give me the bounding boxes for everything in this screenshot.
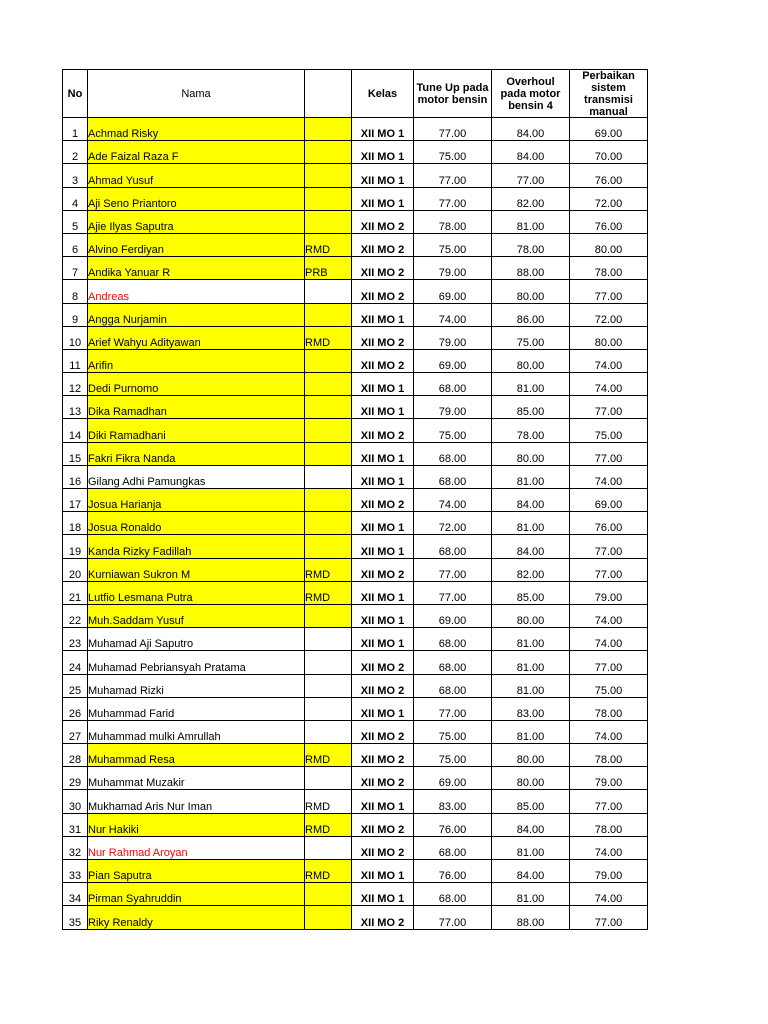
row-no: 22 [63,604,88,627]
score-tune-up: 68.00 [414,651,492,674]
score-transmisi: 77.00 [570,535,648,558]
score-tune-up: 68.00 [414,628,492,651]
status-tag [305,164,352,187]
score-overhoul: 80.00 [492,280,570,303]
header-transmisi [570,70,648,118]
score-overhoul: 81.00 [492,465,570,488]
score-overhoul: 85.00 [492,790,570,813]
class-label: XII MO 2 [352,349,414,372]
score-tune-up: 77.00 [414,118,492,141]
score-overhoul: 78.00 [492,419,570,442]
score-tune-up: 75.00 [414,720,492,743]
student-name: Gilang Adhi Pamungkas [88,465,305,488]
status-tag: RMD [305,813,352,836]
score-transmisi: 77.00 [570,396,648,419]
class-label: XII MO 2 [352,419,414,442]
score-overhoul: 82.00 [492,558,570,581]
class-label: XII MO 2 [352,813,414,836]
score-overhoul: 86.00 [492,303,570,326]
status-tag [305,280,352,303]
status-tag [305,767,352,790]
score-transmisi: 76.00 [570,164,648,187]
table-row [63,257,648,280]
student-name: Muhammad Resa [88,744,305,767]
row-no: 12 [63,373,88,396]
row-no: 10 [63,326,88,349]
status-tag [305,349,352,372]
status-tag [305,187,352,210]
status-tag: RMD [305,790,352,813]
score-overhoul: 81.00 [492,883,570,906]
class-label: XII MO 1 [352,581,414,604]
class-label: XII MO 1 [352,860,414,883]
score-overhoul: 81.00 [492,628,570,651]
row-no: 21 [63,581,88,604]
student-name: Muhammad Farid [88,697,305,720]
row-no: 25 [63,674,88,697]
row-no: 31 [63,813,88,836]
score-overhoul: 80.00 [492,442,570,465]
header-kelas: Kelas [352,70,414,118]
class-label: XII MO 1 [352,141,414,164]
score-transmisi: 70.00 [570,141,648,164]
student-name: Fakri Fikra Nanda [88,442,305,465]
header-tune-up [414,70,492,118]
score-transmisi: 78.00 [570,697,648,720]
score-overhoul: 84.00 [492,813,570,836]
row-no: 8 [63,280,88,303]
table-row [63,790,648,813]
row-no: 32 [63,836,88,859]
student-name: Kurniawan Sukron M [88,558,305,581]
student-name: Muhamad Aji Saputro [88,628,305,651]
score-overhoul: 82.00 [492,187,570,210]
score-transmisi: 75.00 [570,674,648,697]
status-tag: RMD [305,744,352,767]
class-label: XII MO 1 [352,373,414,396]
row-no: 13 [63,396,88,419]
student-name: Muh.Saddam Yusuf [88,604,305,627]
class-label: XII MO 2 [352,489,414,512]
score-transmisi: 79.00 [570,860,648,883]
table-row [63,697,648,720]
row-no: 18 [63,512,88,535]
header-blank [305,70,352,118]
row-no: 34 [63,883,88,906]
status-tag [305,512,352,535]
student-name: Muhammad mulki Amrullah [88,720,305,743]
row-no: 29 [63,767,88,790]
row-no: 14 [63,419,88,442]
row-no: 20 [63,558,88,581]
score-transmisi: 74.00 [570,349,648,372]
score-tune-up: 69.00 [414,280,492,303]
score-tune-up: 77.00 [414,697,492,720]
table-row [63,628,648,651]
student-name: Muhammat Muzakir [88,767,305,790]
student-name: Riky Renaldy [88,906,305,929]
student-name: Mukhamad Aris Nur Iman [88,790,305,813]
student-name: Muhamad Pebriansyah Pratama [88,651,305,674]
table-row [63,674,648,697]
score-transmisi: 78.00 [570,257,648,280]
table-row [63,118,648,141]
status-tag [305,674,352,697]
status-tag [305,628,352,651]
student-name: Angga Nurjamin [88,303,305,326]
table-row [63,581,648,604]
score-overhoul: 78.00 [492,233,570,256]
score-transmisi: 74.00 [570,836,648,859]
status-tag [305,396,352,419]
score-transmisi: 69.00 [570,489,648,512]
table-row [63,187,648,210]
score-transmisi: 79.00 [570,767,648,790]
score-tune-up: 69.00 [414,767,492,790]
score-tune-up: 83.00 [414,790,492,813]
score-overhoul: 84.00 [492,489,570,512]
score-tune-up: 68.00 [414,883,492,906]
score-tune-up: 75.00 [414,419,492,442]
score-tune-up: 68.00 [414,442,492,465]
class-label: XII MO 1 [352,512,414,535]
table-row [63,813,648,836]
score-tune-up: 68.00 [414,373,492,396]
header-transmisi-text: Perbaikan sistem transmisi manual [582,69,635,118]
class-label: XII MO 2 [352,280,414,303]
table-row [63,883,648,906]
score-tune-up: 72.00 [414,512,492,535]
student-name: Dika Ramadhan [88,396,305,419]
student-name: Ahmad Yusuf [88,164,305,187]
row-no: 17 [63,489,88,512]
table-row [63,233,648,256]
student-name: Arifin [88,349,305,372]
score-tune-up: 78.00 [414,210,492,233]
score-transmisi: 72.00 [570,303,648,326]
row-no: 27 [63,720,88,743]
score-tune-up: 76.00 [414,860,492,883]
status-tag [305,210,352,233]
row-no: 30 [63,790,88,813]
score-transmisi: 78.00 [570,813,648,836]
class-label: XII MO 2 [352,210,414,233]
score-tune-up: 68.00 [414,535,492,558]
table-row [63,860,648,883]
header-nama: Nama [88,70,305,118]
score-overhoul: 84.00 [492,860,570,883]
score-overhoul: 80.00 [492,349,570,372]
class-label: XII MO 1 [352,790,414,813]
student-name: Ade Faizal Raza F [88,141,305,164]
student-name: Nur Hakiki [88,813,305,836]
row-no: 4 [63,187,88,210]
status-tag [305,303,352,326]
score-transmisi: 74.00 [570,604,648,627]
score-overhoul: 81.00 [492,836,570,859]
status-tag [305,720,352,743]
score-overhoul: 75.00 [492,326,570,349]
class-label: XII MO 2 [352,836,414,859]
table-row [63,396,648,419]
score-tune-up: 69.00 [414,349,492,372]
status-tag [305,883,352,906]
score-overhoul: 81.00 [492,210,570,233]
row-no: 16 [63,465,88,488]
class-label: XII MO 2 [352,233,414,256]
score-transmisi: 74.00 [570,465,648,488]
score-tune-up: 75.00 [414,233,492,256]
class-label: XII MO 1 [352,604,414,627]
row-no: 2 [63,141,88,164]
status-tag [305,604,352,627]
score-transmisi: 74.00 [570,720,648,743]
table-row [63,512,648,535]
row-no: 26 [63,697,88,720]
score-tune-up: 79.00 [414,396,492,419]
student-name: Aji Seno Priantoro [88,187,305,210]
header-overhoul [492,70,570,118]
score-overhoul: 81.00 [492,512,570,535]
row-no: 19 [63,535,88,558]
header-overhoul-text: Overhoul pada motor bensin 4 [500,75,561,112]
score-transmisi: 77.00 [570,651,648,674]
status-tag [305,836,352,859]
score-tune-up: 77.00 [414,906,492,929]
score-tune-up: 77.00 [414,558,492,581]
status-tag [305,489,352,512]
score-transmisi: 77.00 [570,442,648,465]
status-tag [305,906,352,929]
score-transmisi: 77.00 [570,906,648,929]
score-transmisi: 69.00 [570,118,648,141]
status-tag: PRB [305,257,352,280]
student-name: Lutfio Lesmana Putra [88,581,305,604]
score-tune-up: 75.00 [414,141,492,164]
table-row [63,303,648,326]
class-label: XII MO 1 [352,164,414,187]
score-transmisi: 74.00 [570,883,648,906]
status-tag: RMD [305,233,352,256]
score-tune-up: 69.00 [414,604,492,627]
student-name: Achmad Risky [88,118,305,141]
student-name: Josua Harianja [88,489,305,512]
class-label: XII MO 2 [352,651,414,674]
header-row [63,70,648,118]
row-no: 9 [63,303,88,326]
class-label: XII MO 2 [352,744,414,767]
row-no: 35 [63,906,88,929]
student-name: Arief Wahyu Adityawan [88,326,305,349]
table-row [63,465,648,488]
score-transmisi: 80.00 [570,326,648,349]
score-transmisi: 78.00 [570,744,648,767]
score-transmisi: 72.00 [570,187,648,210]
table-row [63,535,648,558]
table-row [63,419,648,442]
status-tag [305,442,352,465]
row-no: 33 [63,860,88,883]
status-tag: RMD [305,581,352,604]
status-tag [305,697,352,720]
student-name: Alvino Ferdiyan [88,233,305,256]
row-no: 11 [63,349,88,372]
status-tag [305,373,352,396]
class-label: XII MO 2 [352,767,414,790]
score-overhoul: 85.00 [492,581,570,604]
table-row [63,141,648,164]
student-name: Diki Ramadhani [88,419,305,442]
status-tag: RMD [305,558,352,581]
score-transmisi: 80.00 [570,233,648,256]
score-transmisi: 74.00 [570,373,648,396]
status-tag [305,419,352,442]
score-tune-up: 77.00 [414,581,492,604]
class-label: XII MO 1 [352,118,414,141]
student-name: Dedi Purnomo [88,373,305,396]
class-label: XII MO 2 [352,558,414,581]
class-label: XII MO 1 [352,442,414,465]
score-tune-up: 68.00 [414,836,492,859]
row-no: 1 [63,118,88,141]
table-row [63,836,648,859]
class-label: XII MO 1 [352,303,414,326]
score-overhoul: 81.00 [492,651,570,674]
status-tag [305,141,352,164]
class-label: XII MO 2 [352,257,414,280]
score-overhoul: 84.00 [492,141,570,164]
class-label: XII MO 1 [352,187,414,210]
score-tune-up: 79.00 [414,326,492,349]
score-transmisi: 77.00 [570,790,648,813]
student-name: Josua Ronaldo [88,512,305,535]
score-tune-up: 68.00 [414,465,492,488]
table-row [63,489,648,512]
class-label: XII MO 1 [352,697,414,720]
class-label: XII MO 1 [352,465,414,488]
status-tag: RMD [305,326,352,349]
score-tune-up: 77.00 [414,164,492,187]
score-overhoul: 81.00 [492,373,570,396]
score-transmisi: 77.00 [570,558,648,581]
header-tune-up-text: Tune Up pada motor bensin [416,81,489,106]
status-tag [305,118,352,141]
score-transmisi: 75.00 [570,419,648,442]
class-label: XII MO 1 [352,883,414,906]
row-no: 28 [63,744,88,767]
row-no: 7 [63,257,88,280]
student-name: Pirman Syahruddin [88,883,305,906]
table-row [63,442,648,465]
score-tune-up: 74.00 [414,303,492,326]
score-transmisi: 76.00 [570,210,648,233]
score-overhoul: 81.00 [492,674,570,697]
score-transmisi: 79.00 [570,581,648,604]
score-overhoul: 83.00 [492,697,570,720]
student-name: Ajie Ilyas Saputra [88,210,305,233]
class-label: XII MO 1 [352,628,414,651]
score-tune-up: 76.00 [414,813,492,836]
row-no: 15 [63,442,88,465]
table-row [63,373,648,396]
table-row [63,210,648,233]
score-overhoul: 88.00 [492,257,570,280]
score-overhoul: 80.00 [492,744,570,767]
header-no: No [63,70,88,118]
table-row [63,326,648,349]
student-name: Andreas [88,280,305,303]
row-no: 5 [63,210,88,233]
score-transmisi: 76.00 [570,512,648,535]
row-no: 24 [63,651,88,674]
table-row [63,280,648,303]
score-overhoul: 85.00 [492,396,570,419]
table-row [63,558,648,581]
score-overhoul: 80.00 [492,604,570,627]
status-tag: RMD [305,860,352,883]
score-overhoul: 81.00 [492,720,570,743]
student-name: Nur Rahmad Aroyan [88,836,305,859]
student-name: Pian Saputra [88,860,305,883]
table-row [63,604,648,627]
score-tune-up: 74.00 [414,489,492,512]
status-tag [305,651,352,674]
table-row [63,744,648,767]
table-row [63,651,648,674]
score-overhoul: 77.00 [492,164,570,187]
score-overhoul: 84.00 [492,535,570,558]
score-tune-up: 75.00 [414,744,492,767]
class-label: XII MO 2 [352,674,414,697]
student-name: Kanda Rizky Fadillah [88,535,305,558]
class-label: XII MO 2 [352,326,414,349]
score-tune-up: 77.00 [414,187,492,210]
score-overhoul: 88.00 [492,906,570,929]
row-no: 23 [63,628,88,651]
table-row [63,906,648,929]
score-overhoul: 80.00 [492,767,570,790]
student-name: Andika Yanuar R [88,257,305,280]
status-tag [305,465,352,488]
table-row [63,349,648,372]
row-no: 3 [63,164,88,187]
class-label: XII MO 1 [352,396,414,419]
class-label: XII MO 2 [352,906,414,929]
score-overhoul: 84.00 [492,118,570,141]
score-tune-up: 68.00 [414,674,492,697]
table-row [63,164,648,187]
student-name: Muhamad Rizki [88,674,305,697]
table-row [63,720,648,743]
score-tune-up: 79.00 [414,257,492,280]
grade-table [62,69,648,930]
class-label: XII MO 2 [352,720,414,743]
score-transmisi: 74.00 [570,628,648,651]
score-transmisi: 77.00 [570,280,648,303]
class-label: XII MO 1 [352,535,414,558]
status-tag [305,535,352,558]
row-no: 6 [63,233,88,256]
table-row [63,767,648,790]
